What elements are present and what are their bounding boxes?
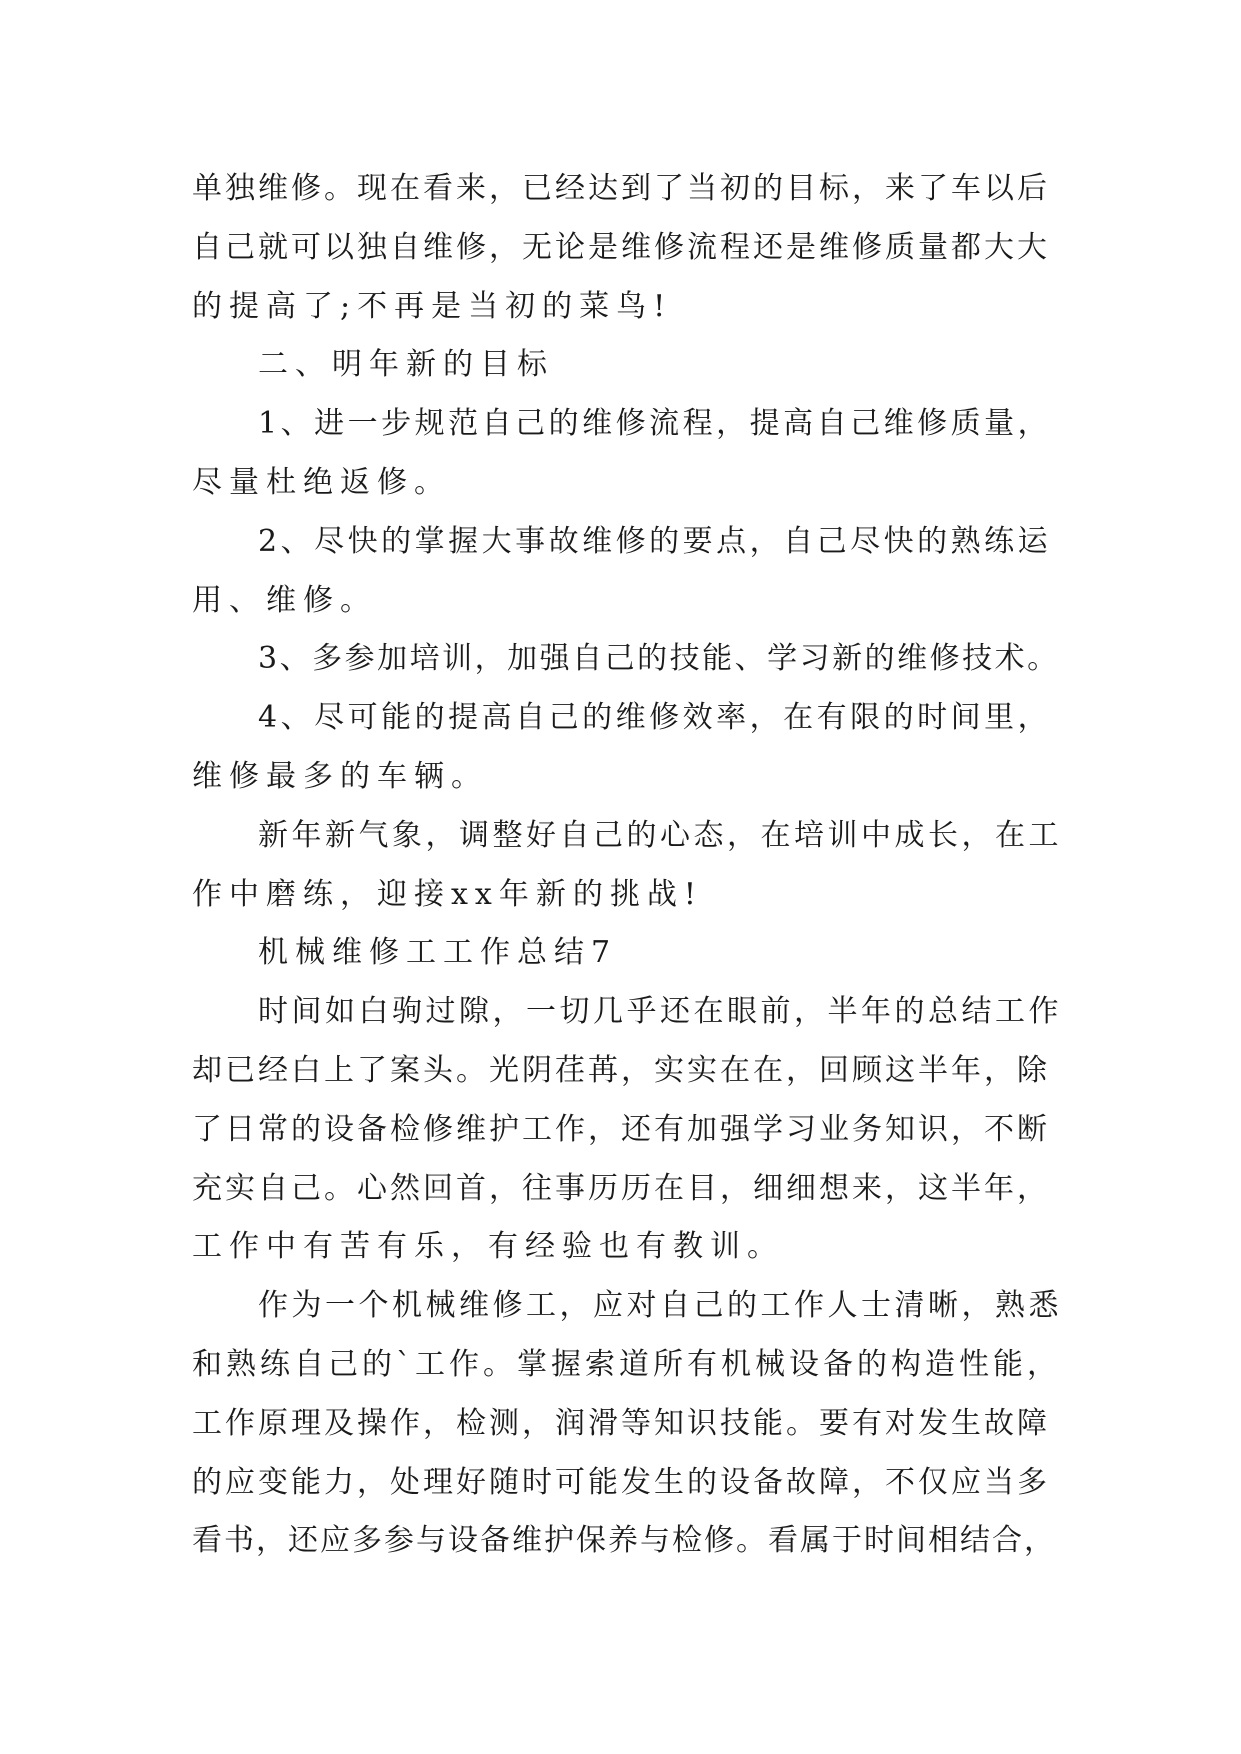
list-item-1: 1、进一步规范自己的维修流程，提高自己维修质量，: [258, 406, 1052, 442]
text-line: 作中磨练，迎接xx年新的挑战!: [192, 876, 703, 912]
article-title: 机械维修工工作总结7: [258, 935, 618, 971]
text-line: 的提高了;不再是当初的菜鸟!: [192, 288, 673, 324]
text-line: 自己就可以独自维修，无论是维修流程还是维修质量都大大: [192, 229, 1050, 265]
text-line: 工作中有苦有乐，有经验也有教训。: [192, 1229, 784, 1265]
text-line: 用、维修。: [192, 582, 377, 618]
text-line: 维修最多的车辆。: [192, 758, 488, 794]
text-line: 了日常的设备检修维护工作，还有加强学习业务知识，不断: [192, 1111, 1050, 1147]
paragraph-start: 作为一个机械维修工，应对自己的工作人士清晰，熟悉: [258, 1288, 1062, 1324]
text-line: 充实自己。心然回首，往事历历在目，细细想来，这半年，: [192, 1170, 1050, 1206]
section-heading: 二、明年新的目标: [258, 347, 554, 383]
text-line: 单独维修。现在看来，已经达到了当初的目标，来了车以后: [192, 171, 1050, 206]
text-line: 和熟练自己的`工作。掌握索道所有机械设备的构造性能，: [192, 1346, 1061, 1382]
text-line: 尽量杜绝返修。: [192, 464, 451, 500]
list-item-4: 4、尽可能的提高自己的维修效率，在有限的时间里，: [258, 700, 1052, 736]
list-item-2: 2、尽快的掌握大事故维修的要点，自己尽快的熟练运: [258, 523, 1052, 559]
text-line: 却已经白上了案头。光阴荏苒，实实在在，回顾这半年，除: [192, 1052, 1050, 1088]
text-line: 看书，还应多参与设备维护保养与检修。看属于时间相结合，: [192, 1523, 1056, 1559]
body-text: [192, 160, 1062, 1571]
text-line: 工作原理及操作，检测，润滑等知识技能。要有对发生故障: [192, 1405, 1050, 1441]
list-item-3: 3、多参加培训，加强自己的技能、学习新的维修技术。: [258, 641, 1060, 677]
text-line: 的应变能力，处理好随时可能发生的设备故障，不仅应当多: [192, 1464, 1050, 1500]
paragraph-start: 新年新气象，调整好自己的心态，在培训中成长，在工: [258, 817, 1062, 853]
paragraph-start: 时间如白驹过隙，一切几乎还在眼前，半年的总结工作: [258, 994, 1062, 1030]
